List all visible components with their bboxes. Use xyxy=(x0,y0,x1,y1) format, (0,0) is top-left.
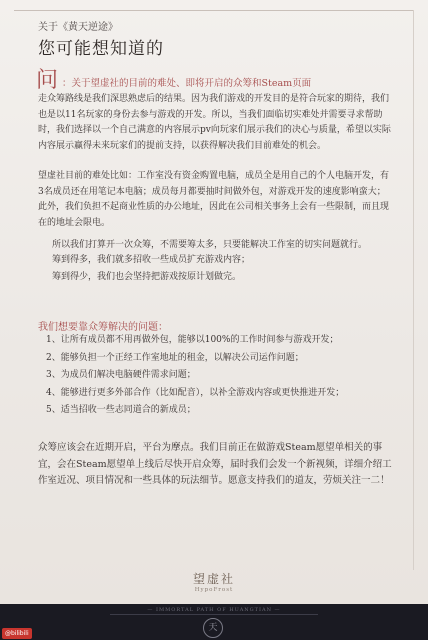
footer-banner xyxy=(0,604,428,640)
closing-paragraph: 众筹应该会在近期开启，平台为摩点。我们目前正在做游戏Steam愿望单相关的事宜，会在Steam愿望单上线后尽快开启众筹，届时我们会发一个新视频，详细介绍工作室近况、项目情况和一些具体的玩法细节。愿意支持我们的道友，劳烦关注一二！ xyxy=(38,442,392,486)
problems-heading: 我们想要靠众筹解决的问题： xyxy=(38,322,168,333)
paragraph-crowdfunding-reason: 走众筹路线是我们深思熟虑后的结果。因为我们游戏的开发目的是符合玩家的期待，我们也是以11名玩家的身份去参与游戏的开发。所以，当我们面临切实难处并需要寻求帮助时，我们选择以一个自己满意的内容展示pv向玩家们展示我们的决心与质量，希望以实际内容展示赢得未来玩家们的提前支持，以获得解决我们目前难处的机会。 xyxy=(38,94,391,151)
question-title: ：关于望虚社的目前的难处、即将开启的众筹和Steam页面 xyxy=(62,78,312,89)
list-item: 3、为成员们解决电脑硬件需求问题； xyxy=(46,370,196,380)
game-emblem-icon: 天 xyxy=(203,618,223,638)
question-mark-glyph: 问 xyxy=(36,68,59,93)
list-item: 4、能够进行更多外部合作（比如配音），以补全游戏内容或更快推进开发； xyxy=(46,387,345,398)
less-funding-line: 筹到得少，我们也会坚持把游戏按原计划做完。 xyxy=(52,272,242,282)
studio-logo xyxy=(0,570,428,593)
footer-text: — IMMORTAL PATH OF HUANGTIAN — xyxy=(147,607,281,613)
list-item: 2、能够负担一个正经工作室地址的租金，以解决公司运作问题； xyxy=(46,352,304,363)
header-kicker: 关于《黄天逆途》 xyxy=(38,22,118,33)
logo-english-name: HypoFrost xyxy=(194,587,234,593)
bilibili-watermark: @bilibili xyxy=(2,628,32,639)
list-item: 5、适当招收一些志同道合的新成员； xyxy=(46,405,196,415)
frame-top-line xyxy=(14,10,414,11)
page-title: 您可能想知道的 xyxy=(38,39,164,59)
paragraph-studio-difficulties: 望虚社目前的难处比如：工作室没有资金购置电脑，成员全是用自己的个人电脑开发，有3名成员还在用笔记本电脑；成员每月都要抽时间做外包，对游戏开发的速度影响蛮大；此外，我们负担不起商业性质的办公地址，因此在公司相关事务上会有一些限制，而且现在的地址会限电。 xyxy=(38,171,390,228)
problems-list xyxy=(46,332,396,420)
list-item: 1、让所有成员都不用再做外包，能够以100%的工作时间参与游戏开发； xyxy=(46,335,339,345)
more-funding-line: 筹到得多，我们就多招收一些成员扩充游戏内容； xyxy=(52,255,251,265)
footer-divider xyxy=(110,614,318,615)
crowdfunding-plan-line: 所以我们打算开一次众筹，不需要筹太多，只要能解决工作室的切实问题就行。 xyxy=(52,240,368,250)
logo-chinese-name: 望虚社 xyxy=(192,572,235,586)
frame-right-line xyxy=(413,10,414,570)
